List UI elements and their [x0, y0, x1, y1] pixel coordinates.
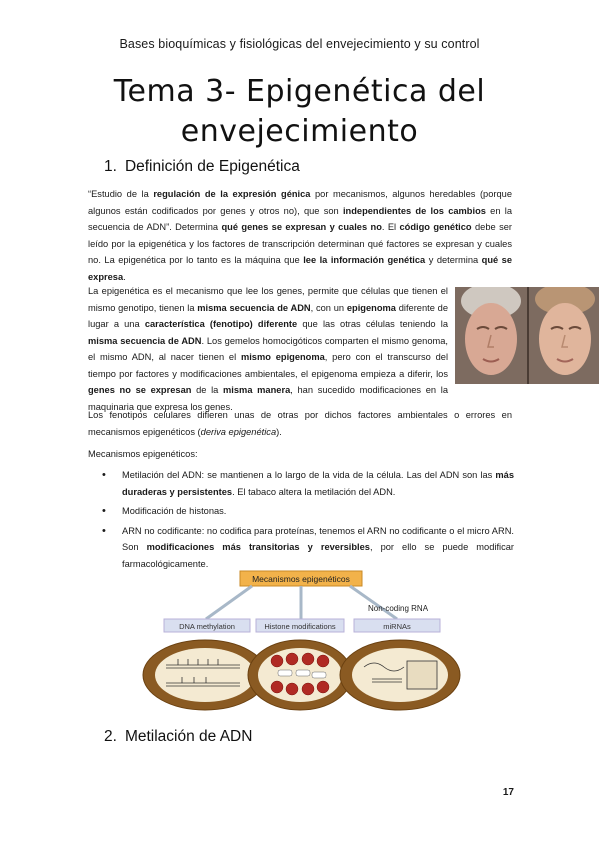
text-run: . Los gemelos homocigóticos comparten el mismo genoma, el mismo ADN, al nacer tienen el	[88, 335, 448, 362]
section-number: 1.	[104, 158, 117, 175]
text-run: que las otras células teniendo la	[297, 319, 448, 329]
running-header: Bases bioquímicas y fisiológicas del envejecimiento y su control	[119, 37, 480, 51]
page-number: 17	[502, 787, 514, 798]
section-heading-1	[104, 158, 300, 176]
text-run: .	[123, 271, 126, 282]
diagram-box-label-2: Histone modifications	[264, 622, 336, 631]
diagram-box-label-3: miRNAs	[383, 622, 411, 631]
section-title: Metilación de ADN	[124, 728, 253, 745]
text-run: diferente de lugar a una	[88, 302, 448, 329]
text-run: , por ello se puede modificar farmacológicamente.	[122, 542, 515, 569]
mechanisms-list	[104, 467, 514, 575]
section-heading-2	[104, 728, 252, 746]
chapter-title-line2: envejecimiento	[180, 114, 419, 149]
text-run: “Estudio de la	[88, 189, 154, 199]
text-run: debe ser leído por la epigenética y los factores de transcripción determinan qué factores se expresan y cuales no. La epigenética por lo tanto es la máquina que	[88, 222, 512, 265]
text-run: Los fenotipos celulares difieren unas de otras por dichos factores ambientales o errores en mecanismos epigenéticos (	[88, 410, 512, 437]
text-run: ).	[276, 426, 282, 437]
paragraph-mechanisms-intro: Mecanismos epigenéticos:	[88, 449, 198, 459]
section-title: Definición de Epigenética	[124, 158, 300, 175]
twins-faces-illustration	[455, 287, 599, 384]
paragraph-genotype	[88, 283, 448, 415]
twins-photo	[455, 287, 599, 384]
text-run: qué genes se expresan y cuales no	[221, 222, 382, 232]
text-run: . El tabaco altera la metilación del ADN.	[232, 486, 396, 497]
chapter-title-line1: Tema 3- Epigenética del	[113, 74, 486, 109]
text-run: Modificación de histonas.	[122, 506, 227, 516]
text-run: en la secuencia de ADN”. Determina	[88, 205, 513, 232]
diagram-noncoding-label: Non-coding RNA	[368, 604, 429, 613]
paragraph-definition	[88, 186, 512, 285]
text-run: mismo epigenoma	[240, 352, 325, 362]
list-item-noncoding-rna	[104, 523, 514, 573]
text-run: deriva epigenética	[200, 426, 277, 437]
text-run: modificaciones más transitorias y reversibles	[146, 542, 370, 552]
text-run: misma manera	[223, 385, 291, 395]
diagram-box-label-1: DNA methylation	[179, 622, 235, 631]
diagram-title: Mecanismos epigenéticos	[252, 574, 350, 584]
text-run: misma secuencia de ADN	[197, 302, 311, 313]
text-run: epigenoma	[346, 302, 396, 313]
text-run: característica (fenotipo) diferente	[144, 319, 298, 329]
epigenetic-mechanisms-diagram	[132, 569, 472, 711]
text-run: por mecanismos, algunos heredables (porque algunos están codificados por genes y otros no), que son	[88, 189, 512, 216]
text-run: de la	[191, 385, 224, 395]
text-run: y determina	[425, 255, 482, 265]
text-run: . El	[381, 222, 400, 232]
text-run: qué se expresa	[88, 255, 512, 282]
text-run: , han sucedido modificaciones en la maquinaria que expresa los genes.	[88, 385, 448, 412]
text-run: ARN no codificante: no codifica para proteínas, tenemos el ARN no codificante o el micro ARN. Son	[122, 525, 514, 552]
list-item-histones	[104, 503, 514, 520]
text-run: La epigenética es el mecanismo que lee los genes, permite que células que tienen el mismo genotipo, tienen la	[88, 286, 448, 313]
text-run: genes no se expresan	[88, 385, 192, 395]
text-run: más duraderas y persistentes	[122, 470, 514, 497]
text-run: , con un	[310, 302, 347, 313]
paragraph-phenotypes	[88, 407, 512, 440]
text-run: regulación de la expresión génica	[153, 189, 311, 199]
text-run: lee la información genética	[303, 255, 426, 265]
list-item-dna-methylation	[104, 467, 514, 500]
text-run: misma secuencia de ADN	[88, 335, 202, 346]
text-run: , pero con el transcurso del tiempo por factores y modificaciones ambientales, el epigenoma empieza a diferir, los	[88, 352, 449, 379]
section-number: 2.	[104, 728, 117, 745]
text-run: Metilación del ADN: se mantienen a lo largo de la vida de la célula. Las del ADN son las	[122, 470, 496, 480]
text-run: independientes de los cambios	[342, 205, 486, 216]
text-run: código genético	[399, 222, 472, 232]
